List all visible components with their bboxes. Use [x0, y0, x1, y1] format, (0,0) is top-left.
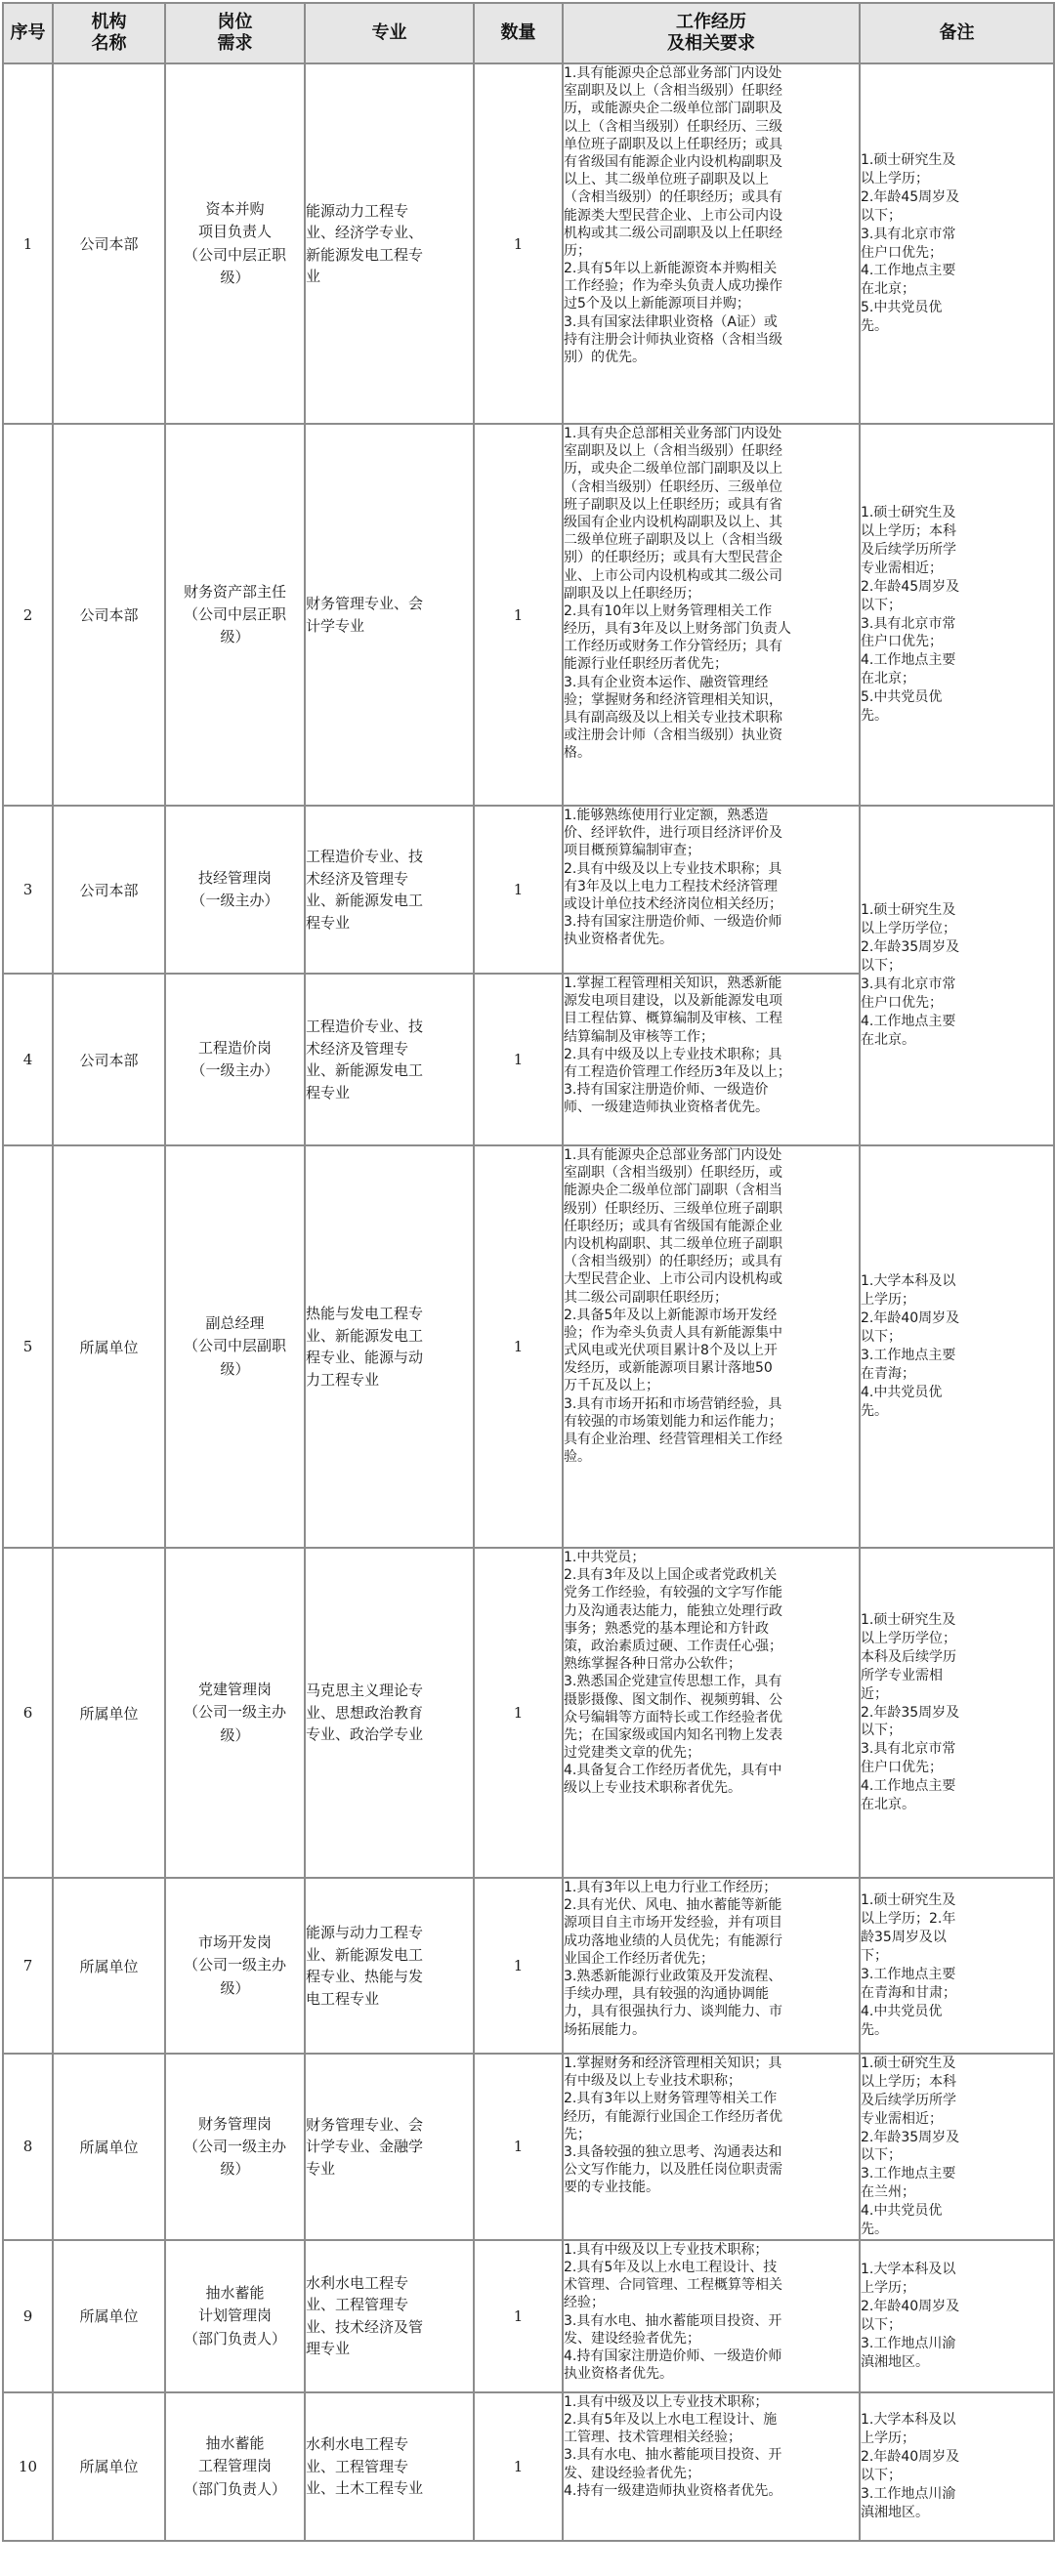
cell-no: 7 — [3, 1878, 53, 2054]
cell-org: 所属单位 — [53, 1145, 165, 1548]
table-row — [3, 63, 1054, 424]
header-major: 专业 — [305, 3, 474, 63]
cell-position: 抽水蓄能 计划管理岗 （部门负责人） — [165, 2240, 305, 2392]
cell-position: 技经管理岗 （一级主办） — [165, 806, 305, 974]
table-row — [3, 1878, 1054, 2054]
cell-note: 1.大学本科及以 上学历； 2.年龄40周岁及 以下； 3.工作地点川渝 滇湘地区。 — [860, 2392, 1054, 2541]
cell-org: 公司本部 — [53, 806, 165, 974]
cell-major: 能源动力工程专 业、经济学专业、 新能源发电工程专 业 — [305, 63, 474, 424]
cell-no: 10 — [3, 2392, 53, 2541]
cell-org: 所属单位 — [53, 2054, 165, 2240]
table-row — [3, 2054, 1054, 2240]
cell-org: 所属单位 — [53, 1878, 165, 2054]
cell-requirement: 1.具有能源央企总部业务部门内设处 室副职及以上（含相当级别）任职经 历，或能源央企二级单位部门副职及 以上（含相当级别）任职经历、三级 单位班子副职及以上任职经历；或具 有省级国有能源企业内设机构副职及 以上、其二级单位班子副职及以上 （含相当级别）的任职经历；或具有 能源类大型民营企业、上市公司内设 机构或其二级公司副职及以上任职经 历； 2.具有5年以上新能源资本并购相关 工作经验；作为牵头负责人成功操作 过5个及以上新能源项目并购； 3.具有国家法律职业资格（A证）或 持有注册会计师执业资格（含相当级 别）的优先。 — [563, 63, 860, 424]
cell-position: 财务资产部主任 （公司中层正职 级） — [165, 424, 305, 806]
header-position: 岗位 需求 — [165, 3, 305, 63]
cell-org: 公司本部 — [53, 974, 165, 1145]
cell-no: 6 — [3, 1548, 53, 1878]
table-row — [3, 1145, 1054, 1548]
cell-count: 1 — [474, 2054, 563, 2240]
cell-org: 所属单位 — [53, 1548, 165, 1878]
cell-major: 能源与动力工程专 业、新能源发电工 程专业、热能与发 电工程专业 — [305, 1878, 474, 2054]
header-count: 数量 — [474, 3, 563, 63]
cell-major: 水利水电工程专 业、工程管理专 业、土木工程专业 — [305, 2392, 474, 2541]
cell-count: 1 — [474, 1878, 563, 2054]
cell-note: 1.硕士研究生及 以上学历；本科 及后续学历所学 专业需相近； 2.年龄35周岁及 以下； 3.工作地点主要 在兰州； 4.中共党员优 先。 — [860, 2054, 1054, 2240]
cell-no: 1 — [3, 63, 53, 424]
header-row — [3, 3, 1054, 63]
cell-count: 1 — [474, 2392, 563, 2541]
cell-position: 抽水蓄能 工程管理岗 （部门负责人） — [165, 2392, 305, 2541]
cell-requirement: 1.具有3年以上电力行业工作经历； 2.具有光伏、风电、抽水蓄能等新能 源项目自主市场开发经验，并有项目 成功落地业绩的人员优先；有能源行 业国企工作经历者优先； 3.熟悉新能源行业政策及开发流程、 手续办理，具有较强的沟通协调能 力，具有很强执行力、谈判能力、市 场拓展能力。 — [563, 1878, 860, 2054]
cell-major: 热能与发电工程专 业、新能源发电工 程专业、能源与动 力工程专业 — [305, 1145, 474, 1548]
cell-org: 公司本部 — [53, 424, 165, 806]
table-row — [3, 2392, 1054, 2541]
cell-no: 2 — [3, 424, 53, 806]
cell-major: 财务管理专业、会 计学专业、金融学 专业 — [305, 2054, 474, 2240]
cell-requirement: 1.能够熟练使用行业定额，熟悉造 价、经评软件，进行项目经济评价及 项目概预算编制审查； 2.具有中级及以上专业技术职称；具 有3年及以上电力工程技术经济管理 或设计单位技术经济岗位相关经历； 3.持有国家注册造价师、一级造价师 执业资格者优先。 — [563, 806, 860, 974]
cell-count: 1 — [474, 2240, 563, 2392]
cell-major: 财务管理专业、会 计学专业 — [305, 424, 474, 806]
cell-position: 副总经理 （公司中层副职 级） — [165, 1145, 305, 1548]
cell-no: 3 — [3, 806, 53, 974]
cell-no: 8 — [3, 2054, 53, 2240]
cell-requirement: 1.具有央企总部相关业务部门内设处 室副职及以上（含相当级别）任职经 历，或央企二级单位部门副职及以上 （含相当级别）任职经历、三级单位 班子副职及以上任职经历；或具有省 级国有企业内设机构副职及以上、其 二级单位班子副职及以上（含相当级 别）的任职经历；或具有大型民营企 业、上市公司内设机构或其二级公司 副职及以上任职经历； 2.具有10年以上财务管理相关工作 经历，具有3年及以上财务部门负责人 工作经历或财务工作分管经历；具有 能源行业任职经历者优先； 3.具有企业资本运作、融资管理经 验；掌握财务和经济管理相关知识， 具有副高级及以上相关专业技术职称 或注册会计师（含相当级别）执业资 格。 — [563, 424, 860, 806]
cell-note: 1.硕士研究生及 以上学历；本科 及后续学历所学 专业需相近； 2.年龄45周岁及 以下； 3.具有北京市常 住户口优先； 4.工作地点主要 在北京； 5.中共党员优 先。 — [860, 424, 1054, 806]
header-requirement: 工作经历 及相关要求 — [563, 3, 860, 63]
cell-position: 资本并购 项目负责人 （公司中层正职 级） — [165, 63, 305, 424]
cell-position: 市场开发岗 （公司一级主办 级） — [165, 1878, 305, 2054]
cell-major: 水利水电工程专 业、工程管理专 业、技术经济及管 理专业 — [305, 2240, 474, 2392]
table-row — [3, 424, 1054, 806]
table-row — [3, 1548, 1054, 1878]
table-row — [3, 806, 1054, 974]
cell-requirement: 1.中共党员； 2.具有3年及以上国企或者党政机关 党务工作经验，有较强的文字写作能 力及沟通表达能力，能独立处理行政 事务；熟悉党的基本理论和方针政 策，政治素质过硬、工作责任心强； 熟练掌握各种日常办公软件； 3.熟悉国企党建宣传思想工作，具有 摄影摄像、图文制作、视频剪辑、公 众号编辑等方面特长或工作经验者优 先；在国家级或国内知名刊物上发表 过党建类文章的优先； 4.具备复合工作经历者优先，具有中 级以上专业技术职称者优先。 — [563, 1548, 860, 1878]
cell-note: 1.大学本科及以 上学历； 2.年龄40周岁及 以下； 3.工作地点主要 在青海； 4.中共党员优 先。 — [860, 1145, 1054, 1548]
cell-major: 工程造价专业、技 术经济及管理专 业、新能源发电工 程专业 — [305, 806, 474, 974]
cell-count: 1 — [474, 1548, 563, 1878]
table-row — [3, 2240, 1054, 2392]
cell-major: 工程造价专业、技 术经济及管理专 业、新能源发电工 程专业 — [305, 974, 474, 1145]
cell-count: 1 — [474, 974, 563, 1145]
cell-note: 1.硕士研究生及 以上学历学位； 本科及后续学历 所学专业需相 近； 2.年龄35周岁及 以下； 3.具有北京市常 住户口优先； 4.工作地点主要 在北京。 — [860, 1548, 1054, 1878]
cell-requirement: 1.具有中级及以上专业技术职称； 2.具有5年及以上水电工程设计、施 工管理、技术管理相关经验； 3.具有水电、抽水蓄能项目投资、开 发、建设经验者优先； 4.持有一级建造师执业资格者优先。 — [563, 2392, 860, 2541]
cell-position: 党建管理岗 （公司一级主办 级） — [165, 1548, 305, 1878]
cell-position: 工程造价岗 （一级主办） — [165, 974, 305, 1145]
cell-position: 财务管理岗 （公司一级主办 级） — [165, 2054, 305, 2240]
header-no: 序号 — [3, 3, 53, 63]
cell-count: 1 — [474, 424, 563, 806]
cell-no: 9 — [3, 2240, 53, 2392]
cell-requirement: 1.掌握财务和经济管理相关知识；具 有中级及以上专业技术职称； 2.具有3年以上财务管理等相关工作 经历，有能源行业国企工作经历者优 先； 3.具备较强的独立思考、沟通表达和 公文写作能力，以及胜任岗位职责需 要的专业技能。 — [563, 2054, 860, 2240]
cell-no: 5 — [3, 1145, 53, 1548]
cell-org: 所属单位 — [53, 2240, 165, 2392]
cell-count: 1 — [474, 806, 563, 974]
cell-no: 4 — [3, 974, 53, 1145]
cell-count: 1 — [474, 1145, 563, 1548]
cell-note: 1.硕士研究生及 以上学历学位； 2.年龄35周岁及 以下； 3.具有北京市常 住户口优先； 4.工作地点主要 在北京。 — [860, 806, 1054, 1145]
cell-requirement: 1.具有中级及以上专业技术职称； 2.具有5年及以上水电工程设计、技 术管理、合同管理、工程概算等相关 经验； 3.具有水电、抽水蓄能项目投资、开 发、建设经验者优先； 4.持有国家注册造价师、一级造价师 执业资格者优先。 — [563, 2240, 860, 2392]
cell-note: 1.大学本科及以 上学历； 2.年龄40周岁及 以下； 3.工作地点川渝 滇湘地区。 — [860, 2240, 1054, 2392]
cell-org: 公司本部 — [53, 63, 165, 424]
cell-requirement: 1.掌握工程管理相关知识，熟悉新能 源发电项目建设，以及新能源发电项 目工程估算、概算编制及审核、工程 结算编制及审核等工作； 2.具有中级及以上专业技术职称；具 有工程造价管理工作经历3年及以上； 3.持有国家注册造价师、一级造价 师、一级建造师执业资格者优先。 — [563, 974, 860, 1145]
cell-count: 1 — [474, 63, 563, 424]
cell-note: 1.硕士研究生及 以上学历； 2.年龄45周岁及 以下； 3.具有北京市常 住户口优先； 4.工作地点主要 在北京； 5.中共党员优 先。 — [860, 63, 1054, 424]
recruitment-table — [2, 2, 1055, 2542]
header-note: 备注 — [860, 3, 1054, 63]
cell-org: 所属单位 — [53, 2392, 165, 2541]
header-org: 机构 名称 — [53, 3, 165, 63]
cell-requirement: 1.具有能源央企总部业务部门内设处 室副职（含相当级别）任职经历，或 能源央企二级单位部门副职（含相当 级别）任职经历、三级单位班子副职 任职经历；或具有省级国有能源企业 内设机构副职、其二级单位班子副职 （含相当级别）的任职经历；或具有 大型民营企业、上市公司内设机构或 其二级公司副职任职经历； 2.具备5年及以上新能源市场开发经 验；作为牵头负责人具有新能源集中 式风电或光伏项目累计8个及以上开 发经历，或新能源项目累计落地50 万千瓦及以上； 3.具有市场开拓和市场营销经验，具 有较强的市场策划能力和运作能力； 具有企业治理、经营管理相关工作经 验。 — [563, 1145, 860, 1548]
cell-note: 1.硕士研究生及 以上学历；2.年 龄35周岁及以 下； 3.工作地点主要 在青海和甘肃； 4.中共党员优 先。 — [860, 1878, 1054, 2054]
cell-major: 马克思主义理论专 业、思想政治教育 专业、政治学专业 — [305, 1548, 474, 1878]
